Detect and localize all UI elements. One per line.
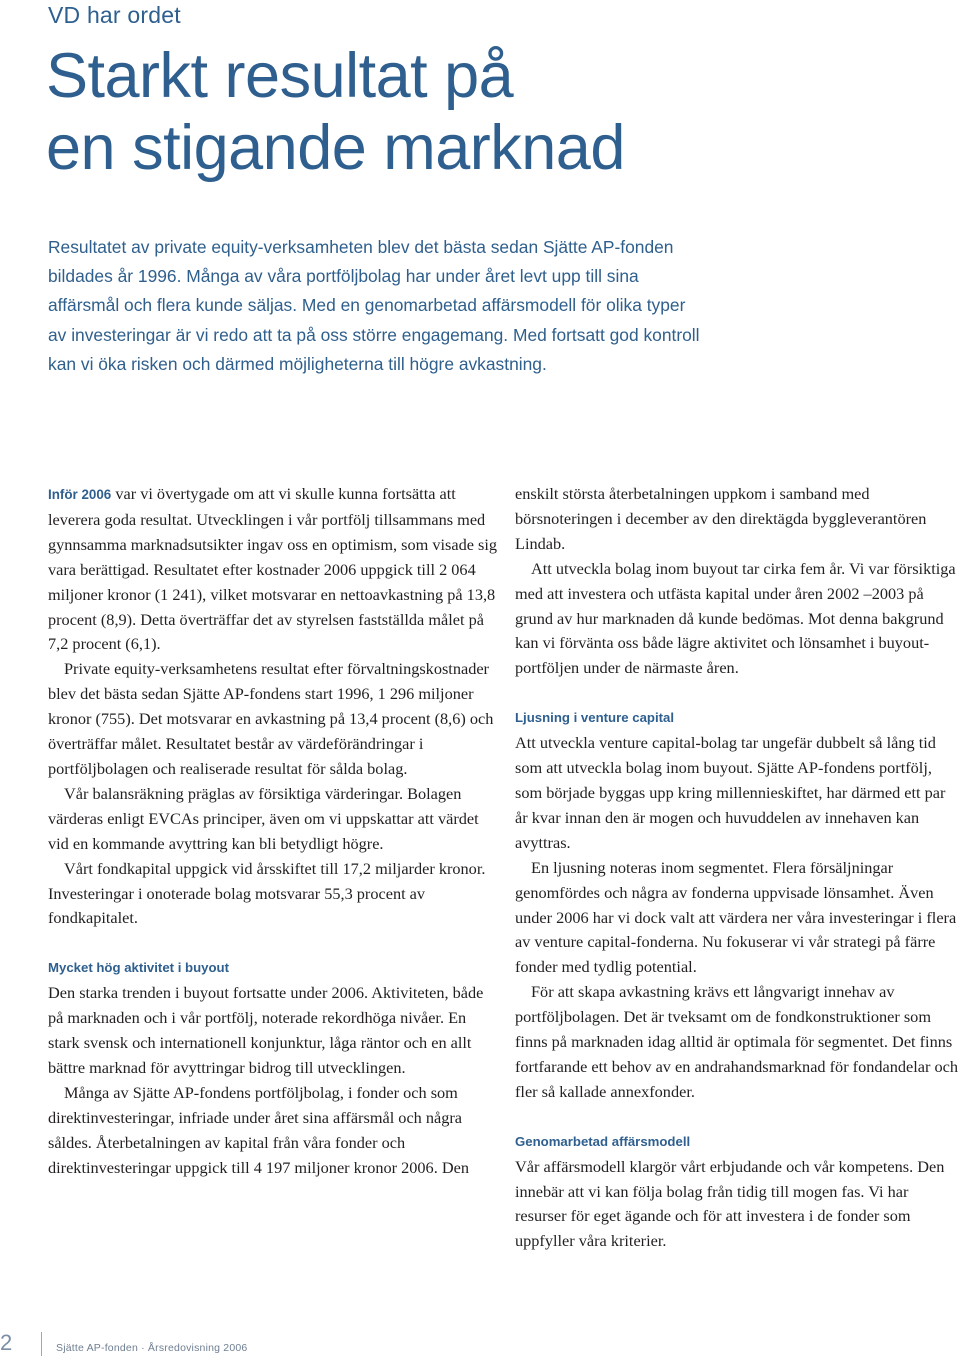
- title-line-1: Starkt resultat på: [46, 41, 514, 111]
- lead-in: Inför 2006: [48, 487, 112, 502]
- paragraph: enskilt största återbetalningen uppkom i samband med börsnoteringen i december av den direktägda byggleverantören Lindab.: [515, 484, 927, 553]
- page-footer: [0, 1330, 400, 1356]
- paragraph: Vår affärsmodell klargör vårt erbjudande och vår kompetens. Den innebär att vi kan följa bolag från tidig till mogen fas. Vi har resurser för eget ägande och för att investera i de fonder som uppfyller våra kriterier.: [515, 1156, 945, 1251]
- footer-divider: [41, 1332, 42, 1356]
- left-column: [48, 482, 498, 1180]
- paragraph: För att skapa avkastning krävs ett långvarigt innehav av portföljbolagen. Det är tveksamt om de fondkonstruktioner som finns på marknaden idag alltid är optimala för segmentet. Det finns fortfarande ett behov av en andrahandsmarknad för fondandelar och fler så kallade annexfonder.: [515, 982, 959, 1101]
- section-kicker: VD har ordet: [48, 2, 181, 28]
- publication-name: Sjätte AP-fonden · Årsredovisning 2006: [56, 1342, 248, 1354]
- page-number: 2: [0, 1330, 13, 1355]
- right-column: [515, 482, 960, 1254]
- paragraph: [48, 482, 498, 657]
- page-title: [46, 40, 926, 184]
- ingress-paragraph: Resultatet av private equity-verksamheten blev det bästa sedan Sjätte AP-fonden bildades år 1996. Många av våra portföljbolag har under året levt upp till sina affärsmål och flera kunde säljas. Med en genomarbetad affärsmodell för olika typer av investeringar är vi redo att ta på oss större engagemang. Med fortsatt god kontroll kan vi öka risken och därmed möjligheterna till högre avkastning.: [48, 237, 700, 374]
- paragraph: Vårt fondkapital uppgick vid årsskiftet till 17,2 miljarder kronor. Investeringar i onoterade bolag motsvarar 55,3 procent av fondkapitalet.: [48, 858, 486, 928]
- title-line-2: en stigande marknad: [46, 113, 625, 183]
- paragraph: Den starka trenden i buyout fortsatte under 2006. Aktiviteten, både på marknaden och i vår portfölj, noterade rekordhöga nivåer. En stark svensk och internationell konjunktur, låga räntor och en allt bättre marknad för avyttringar bidrog till utvecklingen.: [48, 983, 484, 1077]
- paragraph-text: var vi övertygade om att vi skulle kunna fortsätta att leverera goda resultat. Utvecklingen i vår portfölj tillsammans med gynnsamma marknadsutsikter ingav oss en optimism, som visade sig vara berättigad. Resultatet efter kostnader 2006 uppgick till 2 064 miljoner kronor (1 241), vilket motsvarar en nettoavkastning på 13,8 procent (8,9). Detta överträffar det av styrelsen fastställda målet på 7,2 procent (6,1).: [48, 484, 498, 654]
- paragraph: Private equity-verksamhetens resultat efter förvaltningskostnader blev det bästa sedan Sjätte AP-fondens start 1996, 1 296 miljoner kronor (755). Det motsvarar en avkastning på 13,4 procent (8,6) och överträffar målet. Resultatet består av värdeförändringar i portföljbolagen och realiserade resultat för sålda bolag.: [48, 659, 494, 778]
- section-heading-model: Genomarbetad affärsmodell: [515, 1133, 691, 1149]
- section-heading-buyout: Mycket hög aktivitet i buyout: [48, 960, 229, 976]
- paragraph: Många av Sjätte AP-fondens portföljbolag, i fonder och som direktinvesteringar, infriade under året sina affärsmål och några såldes. Återbetalningen av kapital från våra fonder och direktinvesteringar uppgick till 4 197 miljoner kronor 2006. Den: [48, 1082, 469, 1177]
- paragraph: Att utveckla bolag inom buyout tar cirka fem år. Vi var försiktiga med att investera och utfästa kapital under åren 2002 –2003 på grund av hur marknaden då kunde bedömas. Mot denna bakgrund kan vi förvänta oss både lägre aktivitet och lönsamhet i buyout-portföljen under de närmaste åren.: [515, 558, 956, 678]
- paragraph: Vår balansräkning präglas av försiktiga värderingar. Bolagen värderas enligt EVCAs principer, även om vi uppskattar att värdet vid en kommande avyttring kan bli betydligt högre.: [48, 783, 479, 853]
- section-heading-venture: Ljusning i venture capital: [515, 710, 675, 726]
- paragraph: En ljusning noteras inom segmentet. Flera försäljningar genomfördes och några av fonderna uppvisade lönsamhet. Även under 2006 har vi dock valt att värdera ner våra investeringar i flera av venture capital-fonderna. Nu fokuserar vi vår strategi på färre fonder med tydlig potential.: [515, 857, 957, 977]
- paragraph: Att utveckla venture capital-bolag tar ungefär dubbelt så lång tid som att utveckla bolag inom buyout. Sjätte AP-fondens portfölj, som började byggas upp kring millennieskiftet, har därmed ett par år kvar innan den är mogen och huvuddelen av innehaven kan avyttras.: [515, 733, 946, 852]
